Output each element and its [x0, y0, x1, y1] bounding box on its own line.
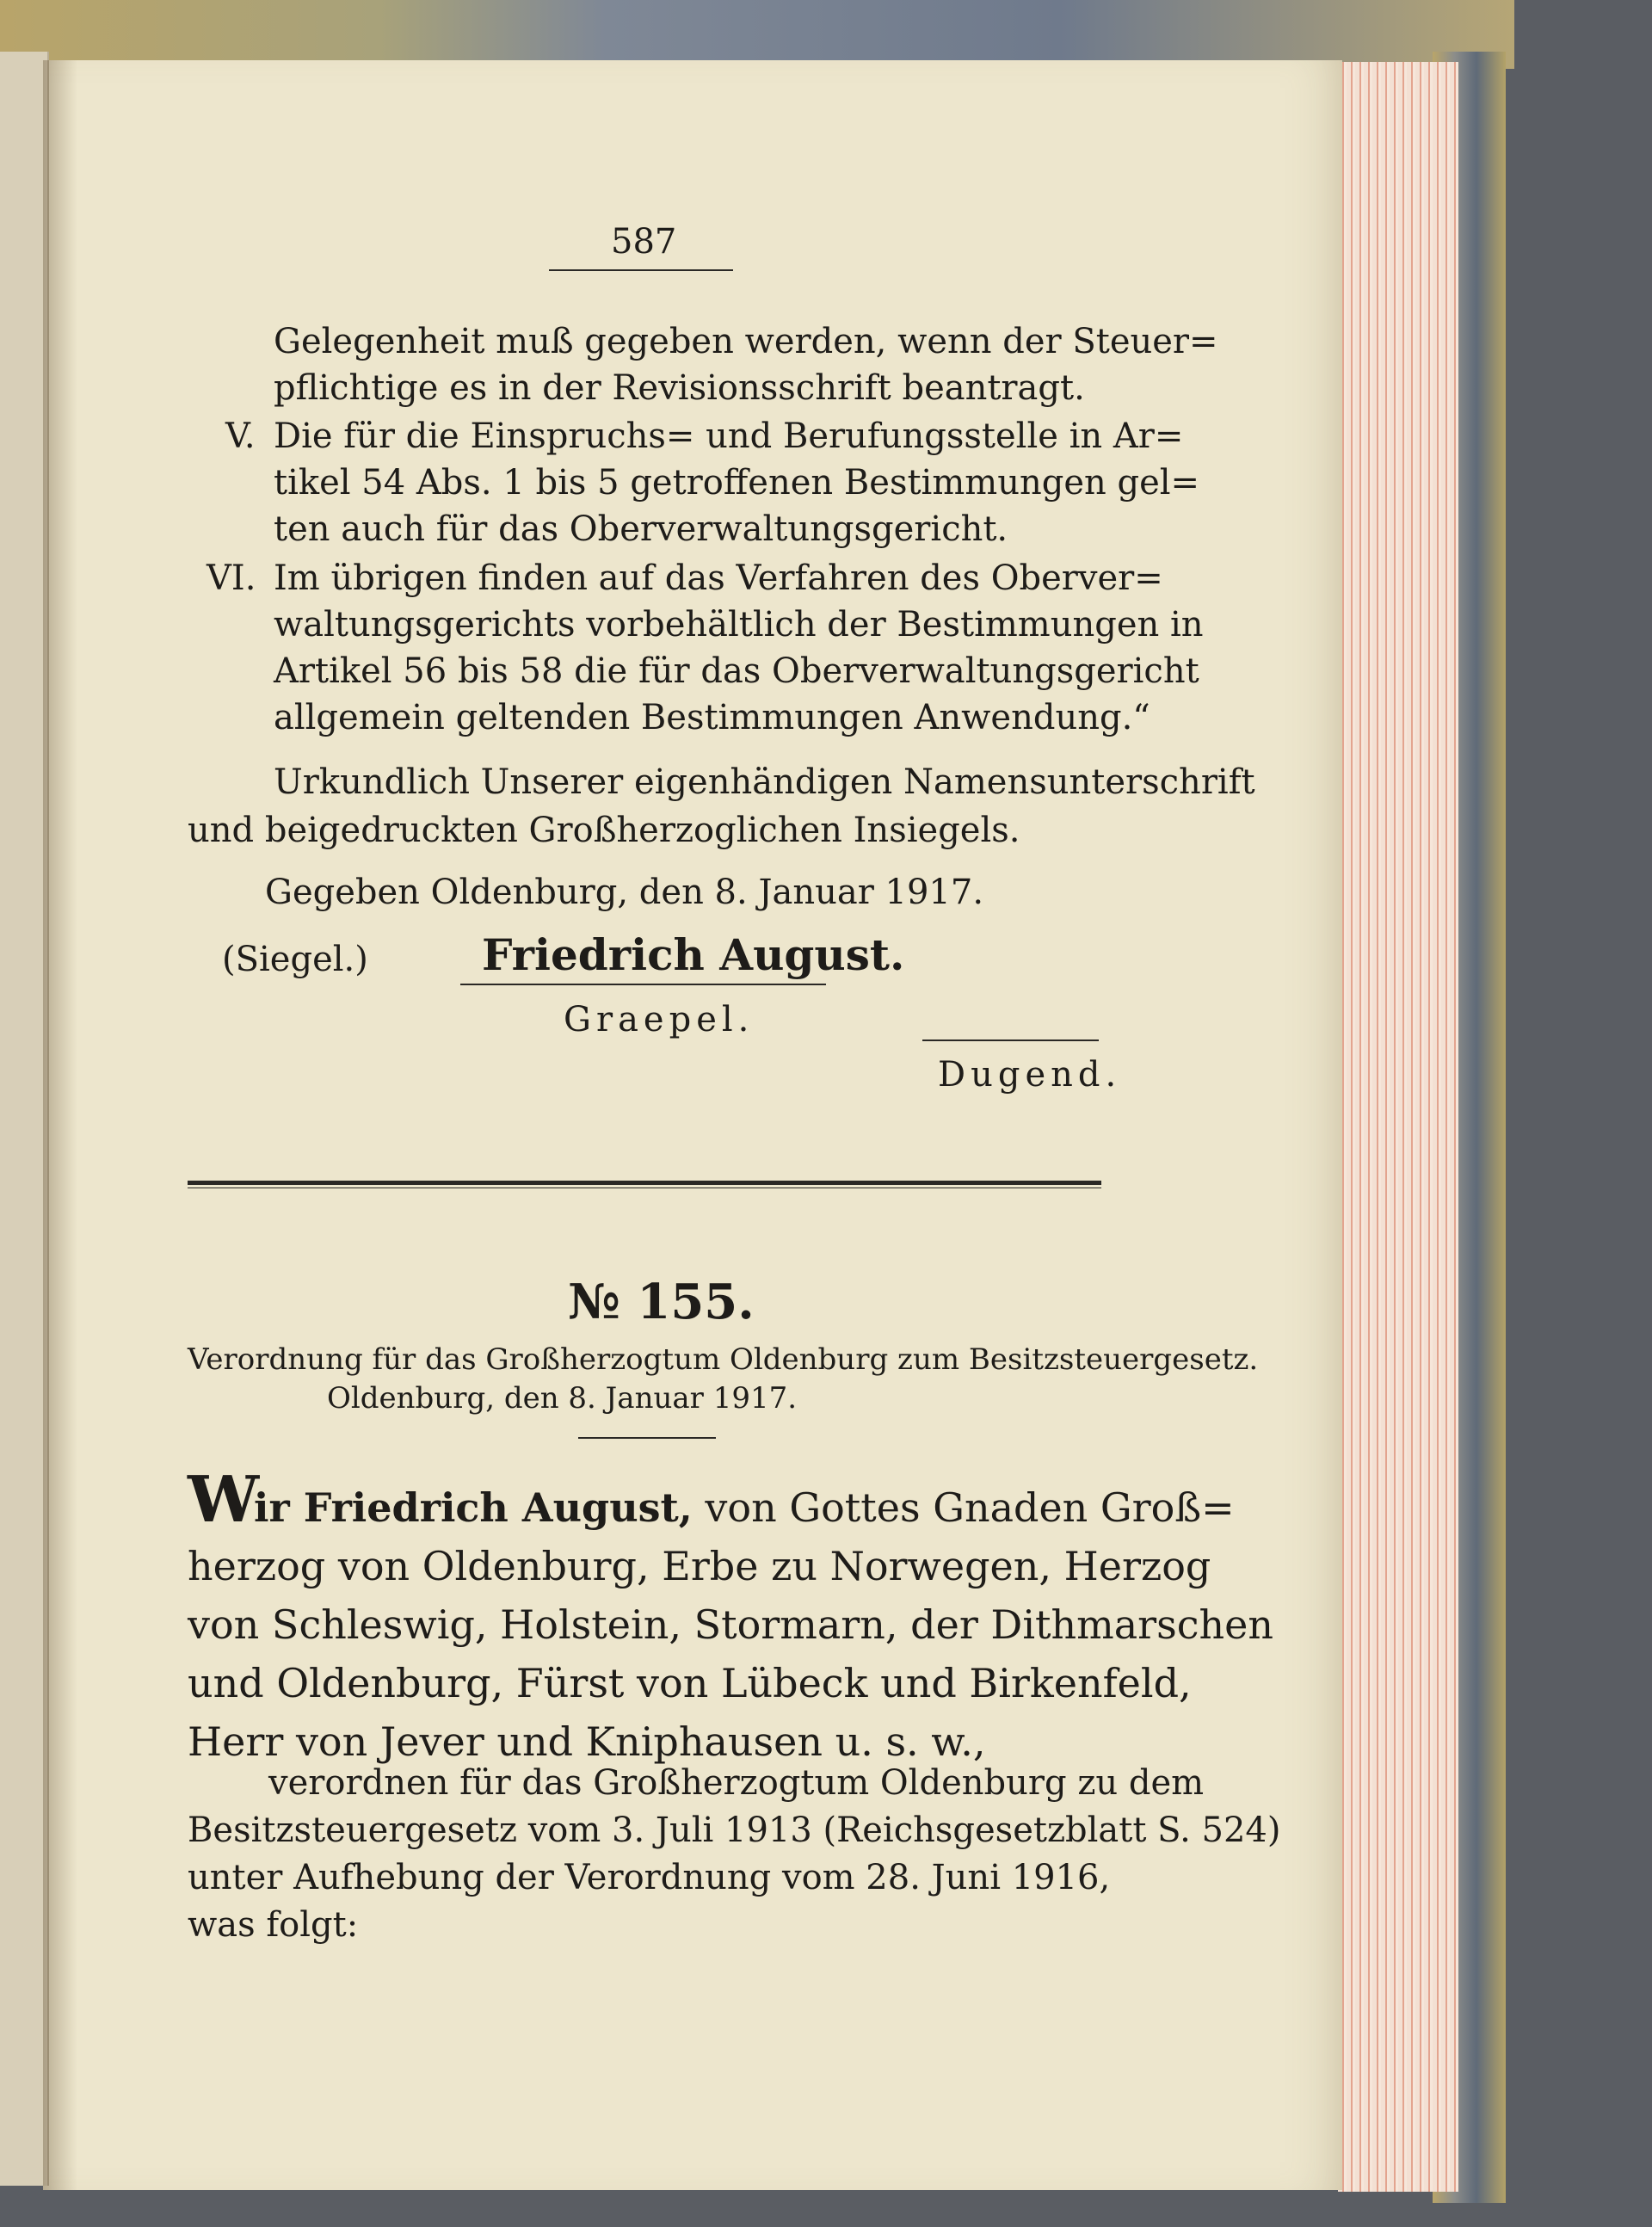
text-line: verordnen für das Großherzogtum Oldenburg zu dem	[268, 1763, 1205, 1803]
countersignature-1: Graepel.	[564, 1000, 755, 1039]
decree-title: Verordnung für das Großherzogtum Oldenburg zum Besitzsteuergesetz.	[188, 1342, 1259, 1377]
countersignature-2: Dugend.	[938, 1055, 1122, 1095]
signature-sovereign: Friedrich August.	[482, 929, 905, 980]
text-line: tikel 54 Abs. 1 bis 5 getroffenen Bestimmungen gel=	[274, 463, 1200, 503]
signature-rule	[460, 984, 826, 985]
text-line: Urkundlich Unserer eigenhändigen Namensunterschrift	[274, 762, 1255, 802]
section-label-vi: VI.	[206, 558, 256, 598]
text-line: allgemein geltenden Bestimmungen Anwendung.“	[274, 698, 1150, 737]
decree-title-rule	[578, 1437, 716, 1439]
section-divider	[188, 1181, 1101, 1185]
text-line: und Oldenburg, Fürst von Lübeck und Birkenfeld,	[188, 1660, 1192, 1706]
text-line: unter Aufhebung der Verordnung vom 28. Juni 1916,	[188, 1858, 1111, 1897]
text-line: was folgt:	[188, 1905, 359, 1945]
page-edges	[1338, 62, 1458, 2192]
section-label-v: V.	[225, 416, 256, 456]
text-line: und beigedruckten Großherzoglichen Insiegels.	[188, 811, 1020, 850]
decree-number: № 155.	[568, 1274, 755, 1330]
left-page-edge	[0, 52, 49, 2186]
text-line: pflichtige es in der Revisionsschrift beantragt.	[274, 368, 1085, 408]
text-line: Artikel 56 bis 58 die für das Oberverwaltungsgericht	[274, 651, 1199, 691]
text-line: Besitzsteuergesetz vom 3. Juli 1913 (Reichsgesetzblatt S. 524)	[188, 1811, 1281, 1850]
text-line: Im übrigen finden auf das Verfahren des Oberver=	[274, 558, 1163, 598]
seal-label: (Siegel.)	[222, 940, 368, 979]
decree-initial: W	[188, 1463, 260, 1537]
page-number: 587	[611, 222, 677, 262]
text-line: ten auch für das Oberverwaltungsgericht.	[274, 509, 1008, 549]
text-line: Die für die Einspruchs= und Berufungsstelle in Ar=	[274, 416, 1184, 456]
gutter-shadow	[43, 60, 77, 2190]
page-number-rule	[549, 269, 733, 271]
countersignature-rule	[922, 1039, 1099, 1041]
text-line: herzog von Oldenburg, Erbe zu Norwegen, Herzog	[188, 1543, 1211, 1589]
text-line: von Schleswig, Holstein, Stormarn, der Dithmarschen	[188, 1601, 1274, 1648]
text-line: von Gottes Gnaden Groß=	[692, 1484, 1235, 1531]
sovereign-name: ir Friedrich August,	[254, 1484, 693, 1531]
text-line: Herr von Jever und Kniphausen u. s. w.,	[188, 1718, 986, 1765]
text-line: waltungsgerichts vorbehältlich der Bestimmungen in	[274, 605, 1204, 645]
given-date: Gegeben Oldenburg, den 8. Januar 1917.	[265, 873, 984, 912]
book-binding-top	[0, 0, 1514, 69]
text-line: Gelegenheit muß gegeben werden, wenn der Steuer=	[274, 322, 1218, 361]
decree-date: Oldenburg, den 8. Januar 1917.	[327, 1381, 798, 1416]
